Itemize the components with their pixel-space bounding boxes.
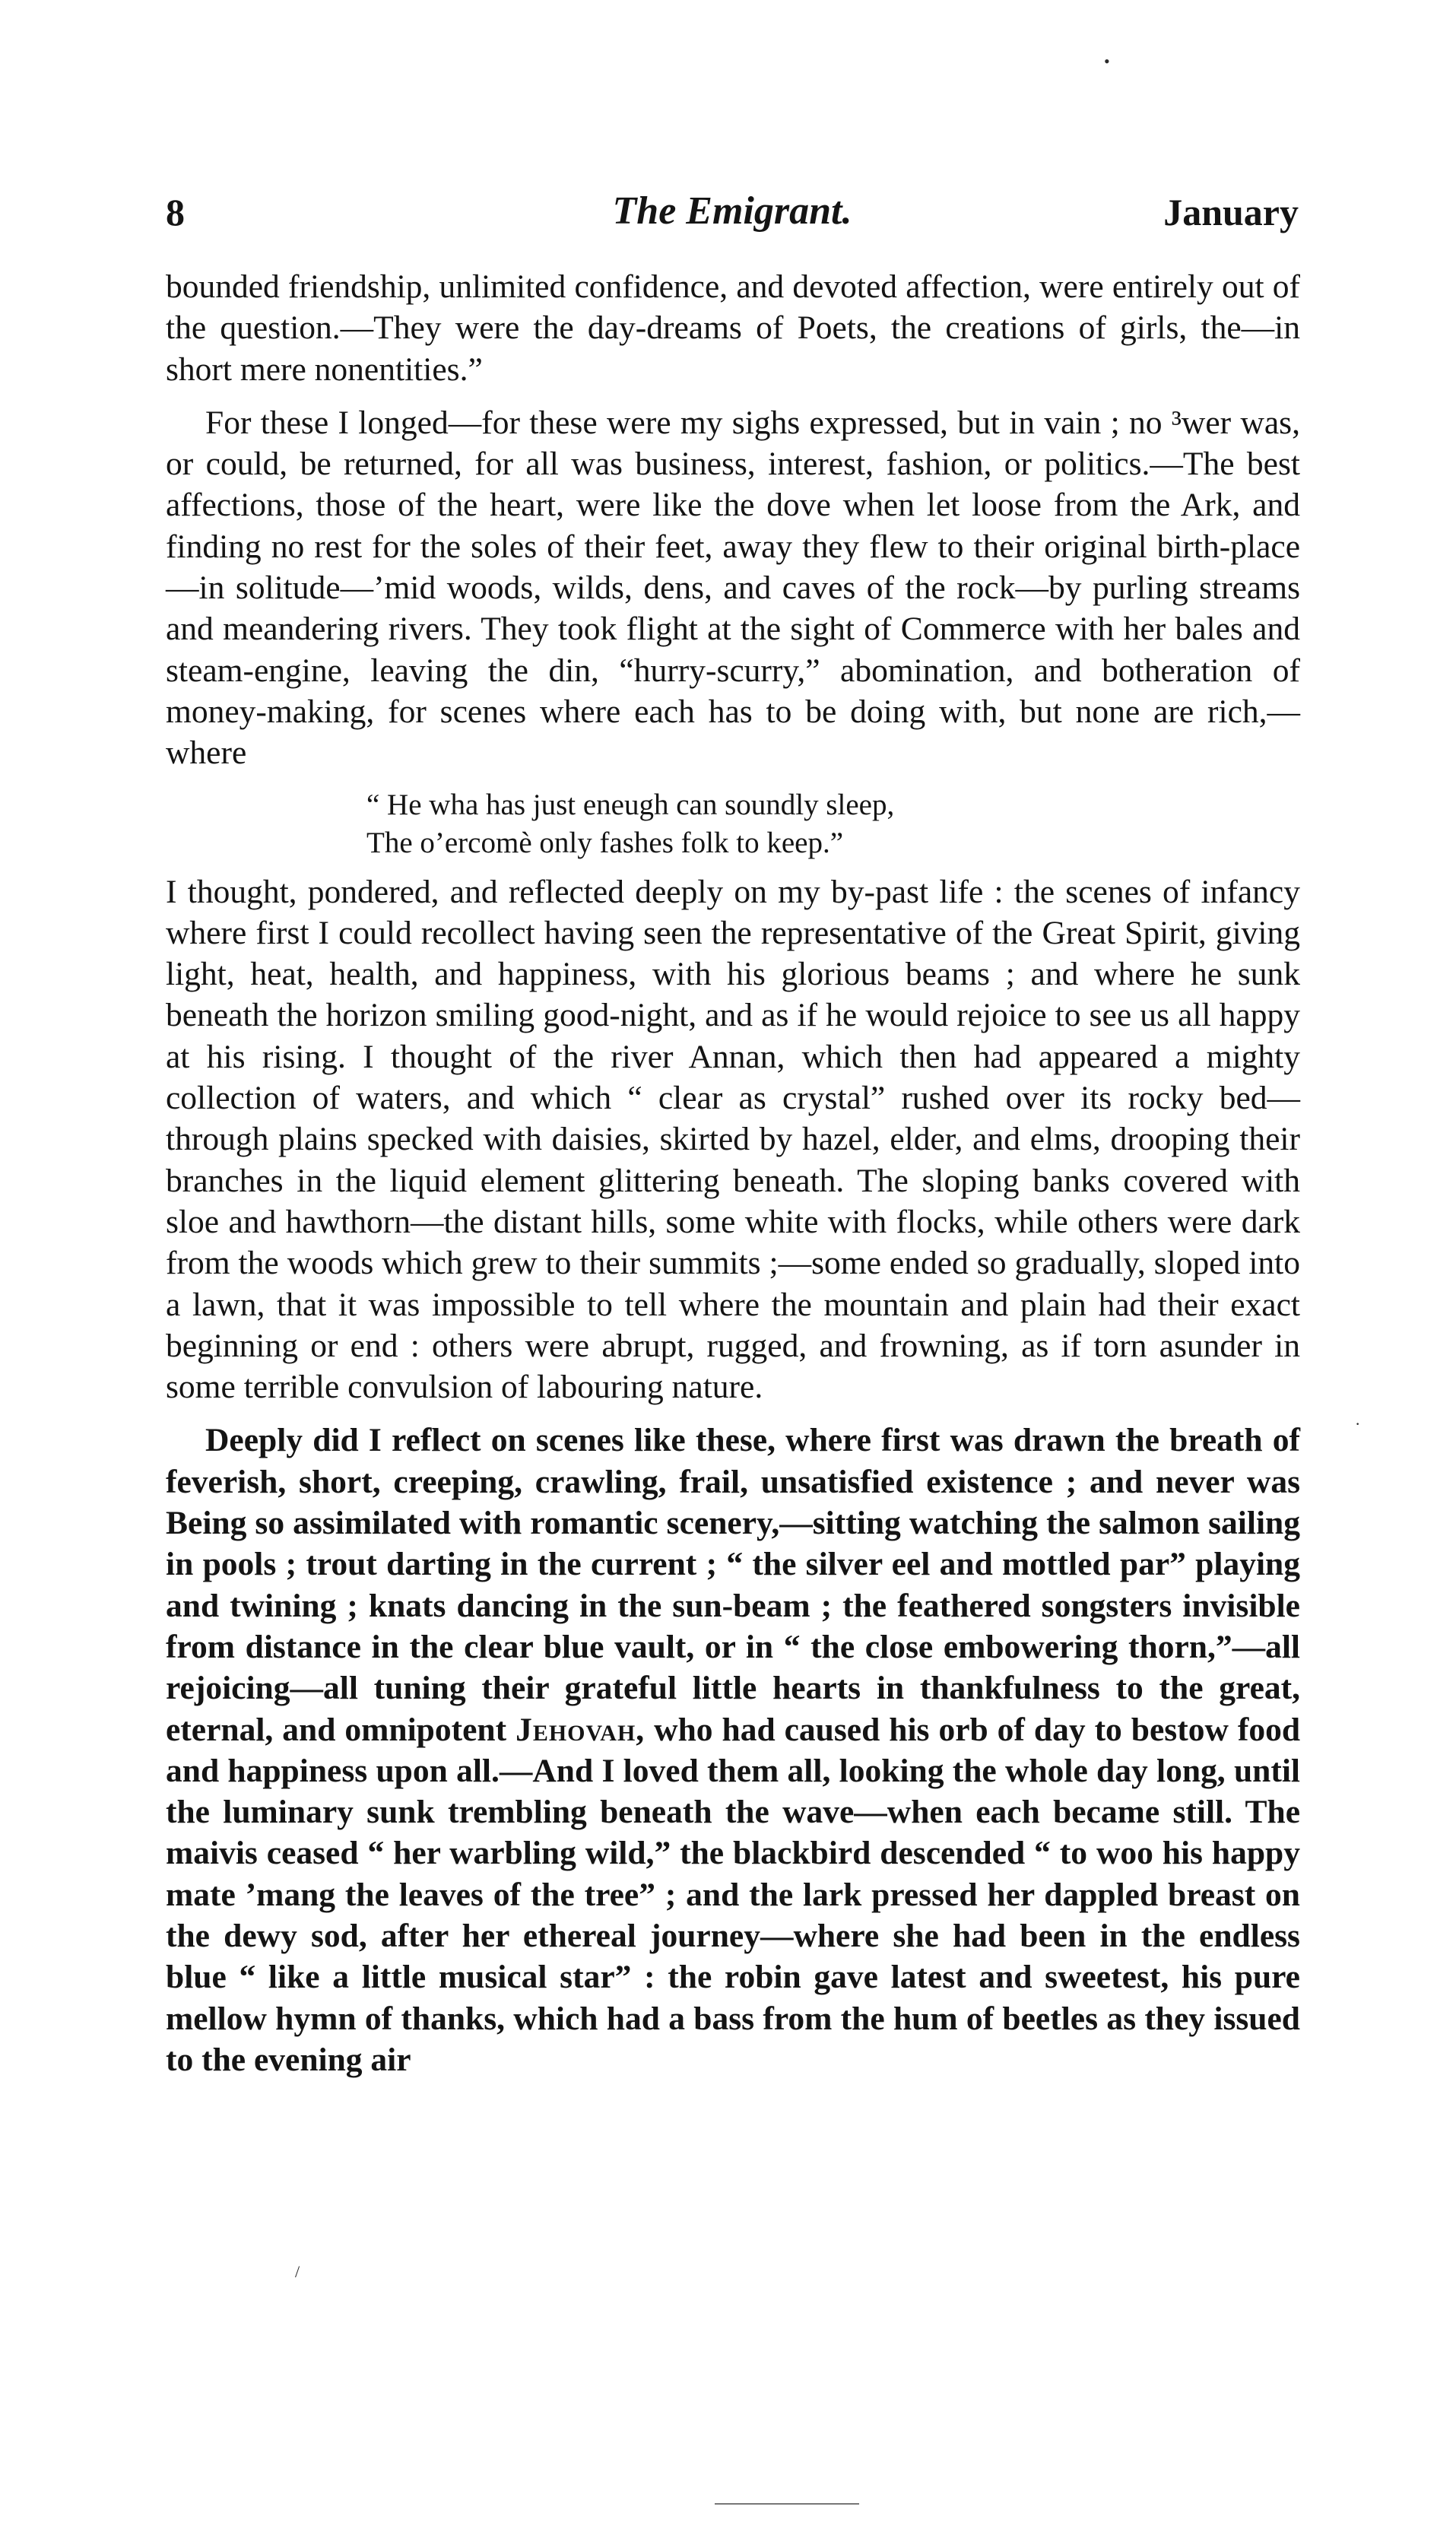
- running-title: The Emigrant.: [612, 189, 852, 233]
- page-number: 8: [166, 191, 185, 233]
- paragraph-reflection: I thought, pondered, and reflected deeply on my by-past life : the scenes of infancy where first I could recollect having seen the representative of the Great Spirit, giving light, heat, health, and happiness, with his glorious beams ; and where he sunk beneath the horizon smiling good-night, and as if he would rejoice to see us all happy at his rising. I thought of the river Annan, which then had appeared a mighty collection of waters, and which “ clear as crystal” rushed over its rocky bed—through plains specked with daisies, skirted by hazel, elder, and elms, drooping their branches in the liquid element glittering beneath. The sloping banks covered with sloe and hawthorn—the distant hills, some white with flocks, while others were dark from the woods which grew to their summits ;—some ended so gradually, sloped into a lawn, that it was impossible to tell where the mountain and plain had their exact beginning or end : others were abrupt, rugged, and frowning, as if torn asunder in some terrible convulsion of labouring nature.: [166, 873, 1300, 1406]
- ink-speck: •: [1104, 52, 1110, 71]
- paragraph-scenery-part1: Deeply did I reflect on scenes like these, where first was drawn the breath of feverish, short, creeping, crawling, frail, unsatisfied existence ; and never was Being so assimilated with romantic scenery,—sitting watching the salmon sailing in pools ; trout darting in the current ; “ the silver eel and mottled par” playing and twining ; knats dancing in the sun-beam ; the feathered songsters invisible from distance in the clear blue vault, or in “ the close embowering thorn,”—all rejoicing—all tuning their grateful little hearts in thankfulness to the great, eternal, and omnipotent: [166, 1422, 1300, 1748]
- running-month: January: [1163, 191, 1299, 233]
- paragraph-scenery-part2: who had caused his orb of day to bestow food and happiness upon all.—And I loved them all, looking the whole day long, until the luminary sunk trembling beneath the wave—when each became still. The maivis ceased “ her warbling wild,” the blackbird descended “ to woo his happy mate ’mang the leaves of the tree” ; and the lark pressed her dappled breast on the dewy sod, after her ethereal journey—where she had been in the endless blue “ like a little musical star” : the robin gave latest and sweetest, his pure mellow hymn of thanks, which had a bass from the hum of beetles as they issued to the evening air: [166, 1711, 1301, 2078]
- paragraph-continued: bounded friendship, unlimited confidence, and devoted affection, were entirely out of the question.—They were the day-dreams of Poets, the creations of girls, the—in short mere nonentities.”: [166, 268, 1300, 388]
- footer-rule: [715, 2503, 859, 2505]
- paragraph-scenery: [166, 1420, 1300, 2080]
- running-header: [166, 182, 1299, 243]
- paragraph-longing: For these I longed—for these were my sighs expressed, but in vain ; no ³wer was, or could, be returned, for all was business, interest, fashion, or politics.—The best affections, those of the heart, were like the dove when let loose from the Ark, and finding no rest for the soles of their feet, away they flew to their original birth-place—in solitude—’mid woods, wilds, dens, and caves of the rock—by purling streams and meandering rivers. They took flight at the sight of Commerce with her bales and steam-engine, leaving the din, “hurry-scurry,” abomination, and botheration of money-making, for scenes where each has to be doing with, but none are rich,—where: [166, 404, 1300, 772]
- verse-line: “ He wha has just eneugh can soundly sleep,: [366, 788, 895, 821]
- body-text: [166, 266, 1300, 2080]
- ink-speck: ·: [1355, 1414, 1361, 1433]
- verse-quotation: [166, 786, 1300, 862]
- verse-line: The o’ercomè only fashes folk to keep.”: [366, 826, 844, 859]
- divine-name: Jehovah,: [515, 1711, 646, 1748]
- ink-speck: /: [295, 2262, 300, 2281]
